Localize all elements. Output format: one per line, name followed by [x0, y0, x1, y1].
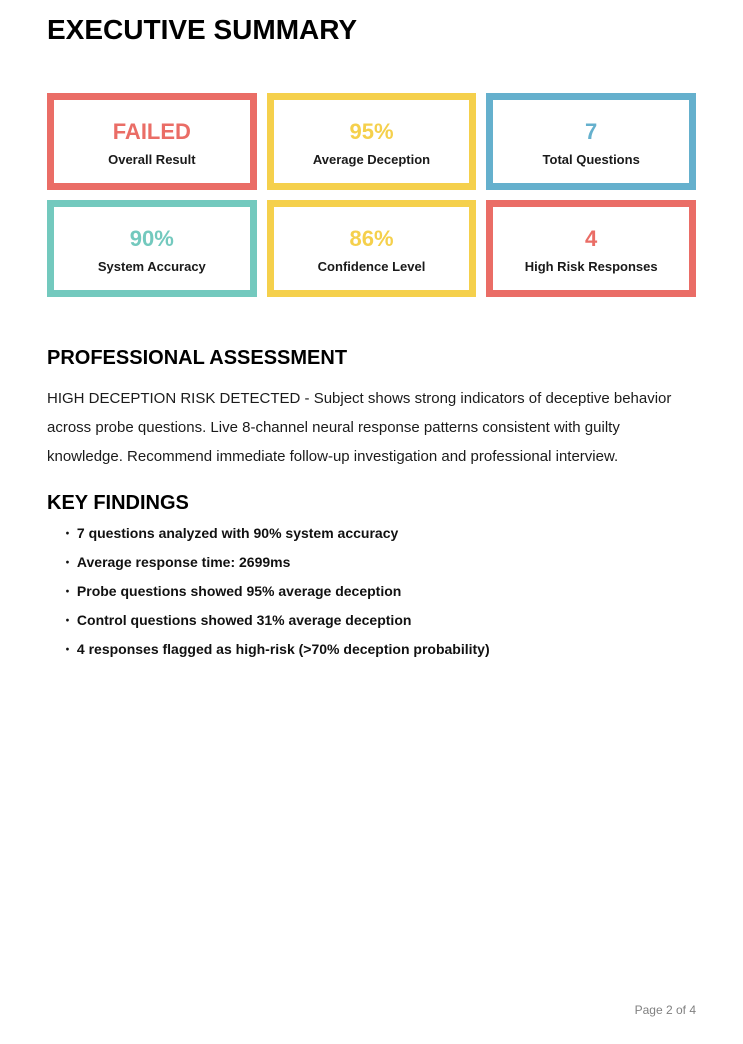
metric-value: 86% — [349, 225, 394, 251]
professional-assessment-heading: PROFESSIONAL ASSESSMENT — [47, 347, 348, 370]
metric-value: 4 — [585, 225, 598, 251]
metric-value: FAILED — [112, 118, 191, 144]
metric-card-overall-result — [47, 93, 257, 190]
metric-label: High Risk Responses — [524, 258, 658, 274]
metric-label: Average Deception — [312, 151, 431, 167]
finding-text: Probe questions showed 95% average deception — [76, 583, 402, 600]
metric-label: System Accuracy — [97, 258, 206, 274]
summary-metrics-grid — [47, 93, 696, 297]
bullet-icon: • — [65, 527, 70, 539]
finding-item — [65, 606, 696, 635]
finding-text: Average response time: 2699ms — [76, 554, 291, 571]
finding-text: 7 questions analyzed with 90% system accuracy — [76, 525, 399, 542]
finding-item — [65, 635, 696, 664]
key-findings-section — [47, 492, 696, 664]
bullet-icon: • — [65, 643, 70, 655]
finding-item — [65, 548, 696, 577]
finding-item — [65, 519, 696, 548]
finding-text: 4 responses flagged as high-risk (>70% deception probability) — [76, 641, 490, 658]
metric-label: Total Questions — [542, 151, 640, 167]
metric-label: Overall Result — [108, 151, 196, 167]
bullet-icon: • — [65, 614, 70, 626]
metric-card-average-deception — [267, 93, 477, 190]
assessment-paragraph: HIGH DECEPTION RISK DETECTED - Subject shows strong indicators of deceptive behavior across probe questions. Live 8-channel neural response patterns consistent with guilty knowledge. Recommend immediate follow-up investigation and professional interview. — [47, 390, 672, 466]
finding-item — [65, 577, 696, 606]
professional-assessment-section — [47, 347, 696, 471]
bullet-icon: • — [65, 585, 70, 597]
metric-value: 95% — [349, 118, 394, 144]
metric-card-system-accuracy — [47, 200, 257, 297]
metric-value: 90% — [129, 225, 174, 251]
metric-label: Confidence Level — [317, 258, 426, 274]
metric-card-high-risk-responses — [486, 200, 696, 297]
metric-card-confidence-level — [267, 200, 477, 297]
key-findings-heading: KEY FINDINGS — [47, 492, 189, 515]
page-title: EXECUTIVE SUMMARY — [47, 14, 358, 45]
page-number: Page 2 of 4 — [634, 1002, 696, 1017]
findings-list — [47, 519, 696, 664]
metric-card-total-questions — [486, 93, 696, 190]
finding-text: Control questions showed 31% average deception — [76, 612, 412, 629]
metric-value: 7 — [585, 118, 598, 144]
bullet-icon: • — [65, 556, 70, 568]
